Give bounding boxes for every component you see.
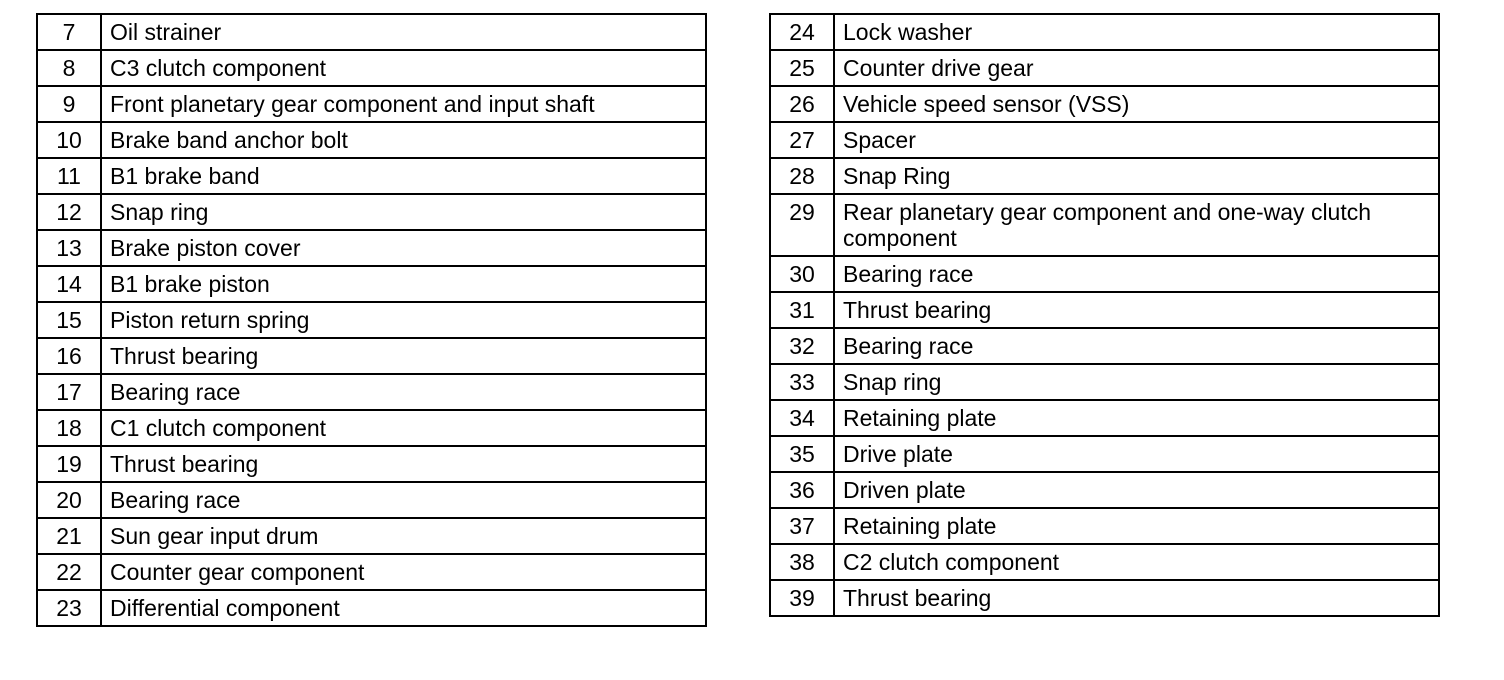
- part-name-cell: Brake band anchor bolt: [101, 122, 706, 158]
- part-number-cell: 26: [770, 86, 834, 122]
- part-name-cell: Retaining plate: [834, 508, 1439, 544]
- table-row: [770, 86, 1439, 122]
- part-name-cell: Vehicle speed sensor (VSS): [834, 86, 1439, 122]
- part-number-cell: 38: [770, 544, 834, 580]
- part-name-cell: Differential component: [101, 590, 706, 626]
- part-number-cell: 8: [37, 50, 101, 86]
- part-name-cell: Bearing race: [834, 256, 1439, 292]
- table-row: [37, 50, 706, 86]
- part-number-cell: 39: [770, 580, 834, 616]
- table-row: [37, 446, 706, 482]
- part-number-cell: 24: [770, 14, 834, 50]
- parts-legend-table-right: [769, 13, 1440, 617]
- part-number-cell: 17: [37, 374, 101, 410]
- part-number-cell: 15: [37, 302, 101, 338]
- part-number-cell: 10: [37, 122, 101, 158]
- part-number-cell: 20: [37, 482, 101, 518]
- table-row: [770, 256, 1439, 292]
- part-number-cell: 36: [770, 472, 834, 508]
- part-number-cell: 23: [37, 590, 101, 626]
- part-number-cell: 22: [37, 554, 101, 590]
- part-number-cell: 25: [770, 50, 834, 86]
- part-number-cell: 32: [770, 328, 834, 364]
- part-name-cell: Oil strainer: [101, 14, 706, 50]
- table-row: [37, 122, 706, 158]
- part-name-cell: B1 brake piston: [101, 266, 706, 302]
- part-name-cell: Brake piston cover: [101, 230, 706, 266]
- part-number-cell: 21: [37, 518, 101, 554]
- part-number-cell: 31: [770, 292, 834, 328]
- table-body: [37, 14, 706, 626]
- table-row: [770, 436, 1439, 472]
- table-row: [770, 400, 1439, 436]
- part-number-cell: 13: [37, 230, 101, 266]
- table-row: [770, 158, 1439, 194]
- table-row: [37, 158, 706, 194]
- part-number-cell: 12: [37, 194, 101, 230]
- part-name-cell: C1 clutch component: [101, 410, 706, 446]
- part-name-cell: Thrust bearing: [834, 292, 1439, 328]
- part-name-cell: Bearing race: [834, 328, 1439, 364]
- part-number-cell: 35: [770, 436, 834, 472]
- part-name-cell: Thrust bearing: [101, 338, 706, 374]
- table-row: [770, 14, 1439, 50]
- table-row: [37, 590, 706, 626]
- part-number-cell: 7: [37, 14, 101, 50]
- table-row: [37, 266, 706, 302]
- part-name-cell: Drive plate: [834, 436, 1439, 472]
- part-name-cell: Thrust bearing: [834, 580, 1439, 616]
- part-name-cell: Counter drive gear: [834, 50, 1439, 86]
- table-row: [37, 374, 706, 410]
- part-name-cell: Rear planetary gear component and one-way clutch component: [834, 194, 1439, 256]
- part-name-cell: Retaining plate: [834, 400, 1439, 436]
- part-number-cell: 11: [37, 158, 101, 194]
- table-row: [770, 194, 1439, 256]
- table-body: [770, 14, 1439, 616]
- table-row: [770, 50, 1439, 86]
- part-name-cell: Bearing race: [101, 482, 706, 518]
- part-number-cell: 9: [37, 86, 101, 122]
- table-row: [770, 580, 1439, 616]
- part-name-cell: Lock washer: [834, 14, 1439, 50]
- part-number-cell: 16: [37, 338, 101, 374]
- part-name-cell: B1 brake band: [101, 158, 706, 194]
- part-name-cell: C2 clutch component: [834, 544, 1439, 580]
- part-name-cell: Front planetary gear component and input shaft: [101, 86, 706, 122]
- part-number-cell: 34: [770, 400, 834, 436]
- part-name-cell: Driven plate: [834, 472, 1439, 508]
- table-row: [770, 292, 1439, 328]
- table-row: [37, 518, 706, 554]
- part-name-cell: Snap Ring: [834, 158, 1439, 194]
- part-name-cell: Counter gear component: [101, 554, 706, 590]
- table-row: [770, 472, 1439, 508]
- table-row: [37, 86, 706, 122]
- table-row: [37, 302, 706, 338]
- part-number-cell: 19: [37, 446, 101, 482]
- table-row: [37, 194, 706, 230]
- table-row: [770, 328, 1439, 364]
- table-row: [770, 122, 1439, 158]
- part-number-cell: 14: [37, 266, 101, 302]
- part-name-cell: Snap ring: [101, 194, 706, 230]
- table-row: [770, 508, 1439, 544]
- part-name-cell: Thrust bearing: [101, 446, 706, 482]
- part-name-cell: C3 clutch component: [101, 50, 706, 86]
- table-row: [37, 14, 706, 50]
- table-row: [37, 338, 706, 374]
- part-name-cell: Spacer: [834, 122, 1439, 158]
- table-row: [37, 410, 706, 446]
- part-name-cell: Piston return spring: [101, 302, 706, 338]
- parts-legend-table-left: [36, 13, 707, 627]
- part-number-cell: 18: [37, 410, 101, 446]
- part-number-cell: 29: [770, 194, 834, 256]
- table-row: [770, 544, 1439, 580]
- part-number-cell: 33: [770, 364, 834, 400]
- table-row: [770, 364, 1439, 400]
- table-row: [37, 230, 706, 266]
- part-number-cell: 30: [770, 256, 834, 292]
- part-number-cell: 27: [770, 122, 834, 158]
- part-number-cell: 28: [770, 158, 834, 194]
- part-name-cell: Sun gear input drum: [101, 518, 706, 554]
- table-row: [37, 554, 706, 590]
- table-row: [37, 482, 706, 518]
- part-name-cell: Snap ring: [834, 364, 1439, 400]
- part-number-cell: 37: [770, 508, 834, 544]
- part-name-cell: Bearing race: [101, 374, 706, 410]
